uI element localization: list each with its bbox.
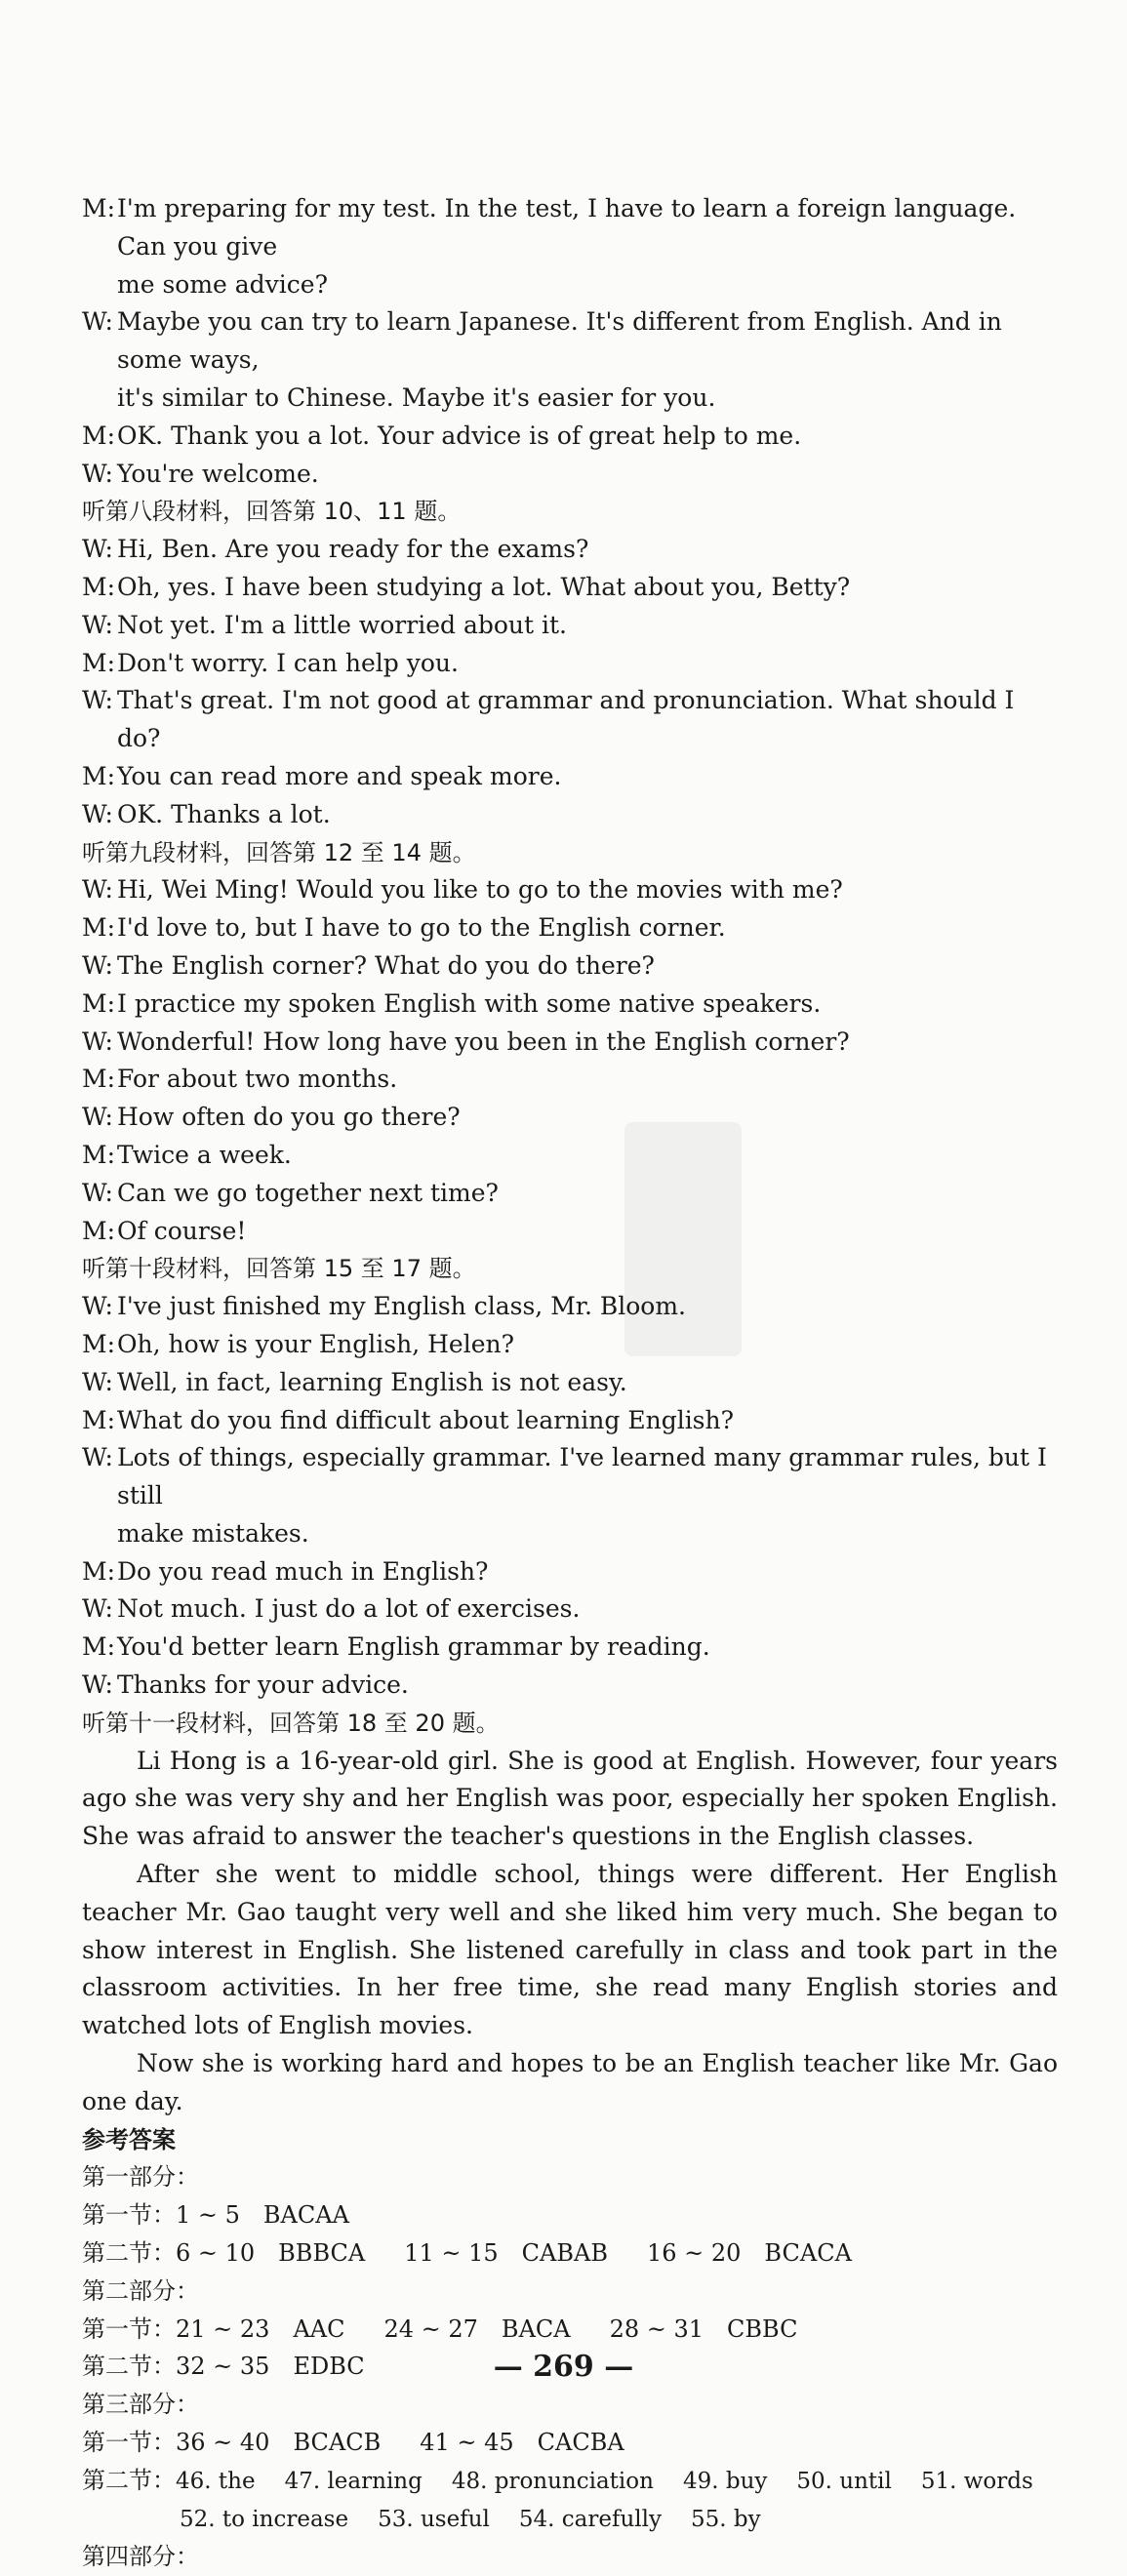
dialogue-line: M:I'd love to, but I have to go to the English corner. [82,913,726,943]
dialogue-line: W: Can we go together next time? [82,1178,499,1207]
part-1-heading: 第一部分： [82,2163,199,2192]
part-2-heading: 第二部分： [82,2276,199,2305]
dialogue-line: M:You'd better learn English grammar by reading. [82,1632,710,1662]
answers-title: 参考答案 [82,2125,176,2153]
document-page [82,190,1058,2576]
dialogue-line: M:OK. Thank you a lot. Your advice is of great help to me. [82,421,802,450]
reading-passage [82,1743,1058,2121]
dialogue-line: M:I practice my spoken English with some native speakers. [82,988,822,1018]
dialogue-line: W: OK. Thanks a lot. [82,799,331,828]
answer-row: 第二节：46. the 47. learning 48. pronunciation 49. buy 50. until 51. words [82,2466,1033,2494]
dialogue-line: W: The English corner? What do you do there? [82,950,655,980]
dialogue-line: M:Oh, how is your English, Helen? [82,1329,514,1358]
section-heading-10: 听第十段材料，回答第 15 至 17 题。 [82,1255,476,1283]
dialogue-continuation: it's similar to Chinese. Maybe it's easier for you. [117,382,716,412]
dialogue-line: W: Maybe you can try to learn Japanese. It's different from English. And in some ways, [82,307,1002,375]
dialogue-block-c [82,871,1058,1250]
passage-paragraph: Now she is working hard and hopes to be an English teacher like Mr. Gao one day. [82,2049,1058,2115]
part-4-heading: 第四部分： [82,2543,199,2571]
dialogue-block-b [82,531,1058,833]
dialogue-line: W: Hi, Ben. Are you ready for the exams? [82,535,589,564]
dialogue-line: W: Well, in fact, learning English is not easy. [82,1367,627,1396]
dialogue-line: W: Not much. I just do a lot of exercises. [82,1594,581,1624]
dialogue-line: M:For about two months. [82,1065,398,1094]
dialogue-line: W: Not yet. I'm a little worried about it. [82,610,567,639]
page-number: — 269 — [493,2350,634,2384]
section-heading-11: 听第十一段材料，回答第 18 至 20 题。 [82,1709,500,1737]
dialogue-line: W: I've just finished my English class, Mr. Bloom. [82,1292,687,1321]
answer-row: 第二节：32 ~ 35 EDBC [82,2353,365,2381]
answer-row: 第一节：1 ~ 5 BACAA [82,2201,349,2230]
answer-row: 52. to increase 53. useful 54. carefully 55. by [180,2506,761,2532]
dialogue-line: M:Do you read much in English? [82,1556,489,1586]
dialogue-line: W: That's great. I'm not good at grammar and pronunciation. What should I do? [82,686,1015,753]
passage-paragraph: Li Hong is a 16-year-old girl. She is good at English. However, four years ago she was very shy and her English was poor, especially her spoken English. She was afraid to answer the teacher's questions in the English classes. [82,1746,1058,1851]
dialogue-line: W: Wonderful! How long have you been in the English corner? [82,1026,850,1056]
dialogue-line: W: Lots of things, especially grammar. I've learned many grammar rules, but I still [82,1443,1047,1510]
answer-row: 第一节：21 ~ 23 AAC 24 ~ 27 BACA 28 ~ 31 CBBC [82,2314,798,2343]
dialogue-line: W: Hi, Wei Ming! Would you like to go to the movies with me? [82,875,843,905]
dialogue-line: M:Of course! [82,1216,247,1245]
dialogue-line: M:You can read more and speak more. [82,761,562,790]
answer-row: 第一节：36 ~ 40 BCACB 41 ~ 45 CACBA [82,2429,624,2457]
section-heading-8: 听第八段材料，回答第 10、11 题。 [82,498,462,526]
dialogue-continuation: make mistakes. [117,1518,309,1548]
dialogue-line: M:Don't worry. I can help you. [82,648,459,677]
dialogue-continuation: me some advice? [117,269,329,299]
part-3-heading: 第三部分： [82,2391,199,2419]
dialogue-line: W: How often do you go there? [82,1103,461,1132]
dialogue-line: M:What do you find difficult about learning English? [82,1405,735,1434]
dialogue-line: M:Twice a week. [82,1140,292,1169]
dialogue-line: W: You're welcome. [82,459,319,488]
dialogue-line: W: Thanks for your advice. [82,1670,409,1700]
answer-row: 第二节：6 ~ 10 BBBCA 11 ~ 15 CABAB 16 ~ 20 BCACA [82,2239,852,2268]
dialogue-block-a [82,190,1058,493]
dialogue-line: M:Oh, yes. I have been studying a lot. What about you, Betty? [82,572,851,601]
dialogue-block-d [82,1288,1058,1705]
passage-paragraph: After she went to middle school, things were different. Her English teacher Mr. Gao taught very well and she liked him very much. She began to show interest in English. She listened carefully in class and took part in the classroom activities. In her free time, she read many English stories and watched lots of English movies. [82,1860,1058,2040]
section-heading-9: 听第九段材料，回答第 12 至 14 题。 [82,838,476,866]
dialogue-line: M:I'm preparing for my test. In the test, I have to learn a foreign language. Can you give [82,194,1017,261]
